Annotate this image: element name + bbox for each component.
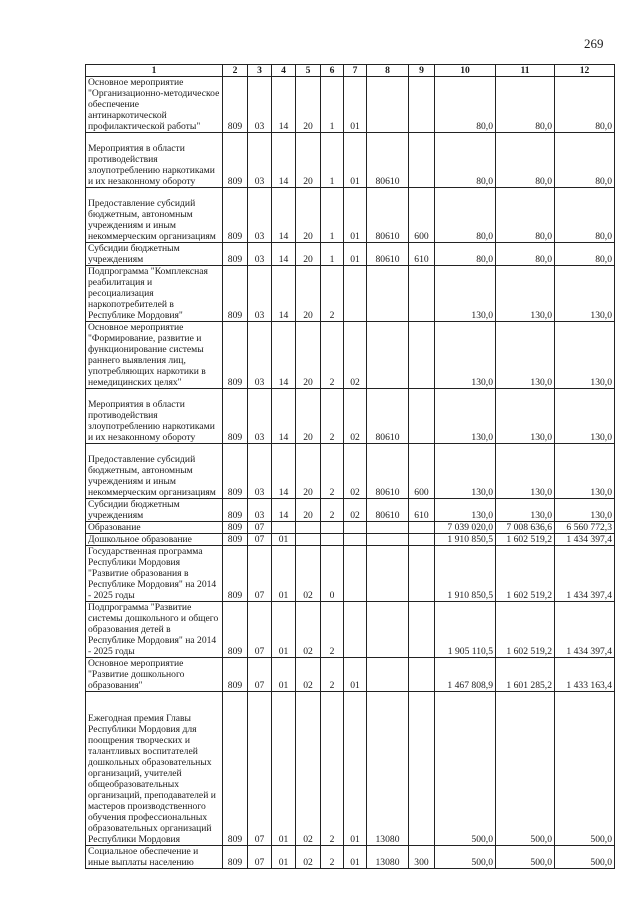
code-cell: 809: [223, 266, 248, 322]
table-row: [86, 546, 615, 602]
table-row: [86, 389, 615, 444]
code-cell: 03: [248, 322, 272, 389]
code-cell: 01: [272, 534, 296, 546]
code-cell: [409, 266, 435, 322]
amount-cell: 130,0: [435, 389, 496, 444]
code-cell: 02: [344, 322, 367, 389]
row-name: Субсидии бюджетным учреждениям: [86, 243, 223, 266]
code-cell: 07: [248, 846, 272, 869]
code-cell: 01: [272, 602, 296, 658]
code-cell: 809: [223, 243, 248, 266]
row-name: Предоставление субсидий бюджетным, автономным учреждениям и иным некоммерческим организациям: [86, 188, 223, 243]
code-cell: 01: [344, 692, 367, 846]
code-cell: [367, 602, 409, 658]
table-row: [86, 266, 615, 322]
row-name: Образование: [86, 522, 223, 534]
amount-cell: 1 905 110,5: [435, 602, 496, 658]
amount-cell: 80,0: [496, 188, 555, 243]
amount-cell: 500,0: [496, 692, 555, 846]
code-cell: 14: [272, 77, 296, 133]
code-cell: 809: [223, 188, 248, 243]
code-cell: 809: [223, 692, 248, 846]
code-cell: 20: [296, 77, 321, 133]
amount-cell: 130,0: [435, 322, 496, 389]
code-cell: 600: [409, 444, 435, 499]
code-cell: [344, 534, 367, 546]
code-cell: 02: [296, 692, 321, 846]
code-cell: 14: [272, 444, 296, 499]
code-cell: 1: [321, 133, 344, 188]
code-cell: [344, 266, 367, 322]
amount-cell: 80,0: [496, 243, 555, 266]
code-cell: [296, 522, 321, 534]
code-cell: 01: [272, 846, 296, 869]
amount-cell: 130,0: [496, 444, 555, 499]
code-cell: [409, 546, 435, 602]
code-cell: 14: [272, 133, 296, 188]
code-cell: [409, 322, 435, 389]
amount-cell: 1 602 519,2: [496, 546, 555, 602]
code-cell: 03: [248, 77, 272, 133]
code-cell: 80610: [367, 444, 409, 499]
table-row: [86, 658, 615, 692]
amount-cell: 80,0: [435, 133, 496, 188]
code-cell: [409, 534, 435, 546]
code-cell: [344, 546, 367, 602]
amount-cell: 500,0: [555, 846, 615, 869]
code-cell: [409, 602, 435, 658]
code-cell: 01: [272, 546, 296, 602]
amount-cell: 500,0: [435, 692, 496, 846]
row-name: Основное мероприятие "Организационно-методическое обеспечение антинаркотической профилактической работы": [86, 77, 223, 133]
code-cell: [321, 522, 344, 534]
code-cell: 03: [248, 444, 272, 499]
code-cell: 01: [344, 658, 367, 692]
code-cell: 610: [409, 499, 435, 522]
code-cell: [344, 602, 367, 658]
code-cell: 809: [223, 658, 248, 692]
header-cell: 12: [555, 65, 615, 77]
row-name: Подпрограмма "Развитие системы дошкольного и общего образования детей в Республике Мордовия" на 2014 - 2025 годы: [86, 602, 223, 658]
code-cell: 07: [248, 602, 272, 658]
code-cell: 20: [296, 243, 321, 266]
code-cell: 300: [409, 846, 435, 869]
amount-cell: 80,0: [555, 243, 615, 266]
amount-cell: 1 467 808,9: [435, 658, 496, 692]
amount-cell: 6 560 772,3: [555, 522, 615, 534]
code-cell: 13080: [367, 846, 409, 869]
header-cell: 8: [367, 65, 409, 77]
code-cell: 809: [223, 322, 248, 389]
code-cell: [296, 534, 321, 546]
amount-cell: 7 039 020,0: [435, 522, 496, 534]
code-cell: 80610: [367, 133, 409, 188]
code-cell: 20: [296, 444, 321, 499]
code-cell: 01: [344, 133, 367, 188]
code-cell: 809: [223, 546, 248, 602]
amount-cell: 80,0: [555, 133, 615, 188]
code-cell: 01: [344, 846, 367, 869]
table-row: [86, 602, 615, 658]
row-name: Социальное обеспечение и иные выплаты населению: [86, 846, 223, 869]
code-cell: 809: [223, 499, 248, 522]
amount-cell: 80,0: [435, 77, 496, 133]
code-cell: 600: [409, 188, 435, 243]
table-row: [86, 846, 615, 869]
code-cell: 02: [344, 389, 367, 444]
amount-cell: 1 601 285,2: [496, 658, 555, 692]
code-cell: 02: [296, 602, 321, 658]
code-cell: 07: [248, 534, 272, 546]
header-cell: 5: [296, 65, 321, 77]
code-cell: 20: [296, 266, 321, 322]
code-cell: [367, 322, 409, 389]
code-cell: 01: [272, 692, 296, 846]
code-cell: 03: [248, 266, 272, 322]
code-cell: 809: [223, 444, 248, 499]
code-cell: 2: [321, 322, 344, 389]
code-cell: 01: [344, 77, 367, 133]
code-cell: 03: [248, 243, 272, 266]
amount-cell: 1 910 850,5: [435, 546, 496, 602]
code-cell: 809: [223, 389, 248, 444]
code-cell: 01: [344, 243, 367, 266]
code-cell: 809: [223, 77, 248, 133]
table-body: [86, 77, 615, 869]
code-cell: [367, 522, 409, 534]
amount-cell: 130,0: [555, 444, 615, 499]
amount-cell: 130,0: [496, 499, 555, 522]
code-cell: 80610: [367, 243, 409, 266]
code-cell: 1: [321, 77, 344, 133]
code-cell: 02: [296, 658, 321, 692]
table-row: [86, 133, 615, 188]
code-cell: 14: [272, 188, 296, 243]
row-name: Основное мероприятие "Формирование, развитие и функционирование системы раннего выявления лиц, употребляющих наркотики в немедицинских целях": [86, 322, 223, 389]
row-name: Подпрограмма "Комплексная реабилитация и ресоциализация наркопотребителей в Республике Мордовия": [86, 266, 223, 322]
code-cell: [409, 133, 435, 188]
code-cell: 80610: [367, 188, 409, 243]
header-cell: 2: [223, 65, 248, 77]
code-cell: 07: [248, 522, 272, 534]
code-cell: 01: [272, 658, 296, 692]
code-cell: 2: [321, 602, 344, 658]
code-cell: 2: [321, 692, 344, 846]
amount-cell: 130,0: [555, 499, 615, 522]
code-cell: 03: [248, 188, 272, 243]
header-cell: 4: [272, 65, 296, 77]
table-row: [86, 499, 615, 522]
code-cell: 02: [296, 546, 321, 602]
row-name: Субсидии бюджетным учреждениям: [86, 499, 223, 522]
amount-cell: 500,0: [496, 846, 555, 869]
code-cell: 809: [223, 534, 248, 546]
header-cell: 1: [86, 65, 223, 77]
row-name: Мероприятия в области противодействия злоупотреблению наркотиками и их незаконному обороту: [86, 133, 223, 188]
code-cell: [409, 658, 435, 692]
code-cell: 2: [321, 266, 344, 322]
code-cell: 809: [223, 133, 248, 188]
amount-cell: 130,0: [496, 389, 555, 444]
amount-cell: 1 910 850,5: [435, 534, 496, 546]
amount-cell: 500,0: [435, 846, 496, 869]
amount-cell: 500,0: [555, 692, 615, 846]
amount-cell: 80,0: [555, 188, 615, 243]
code-cell: 0: [321, 546, 344, 602]
table-row: [86, 692, 615, 846]
page-number: 269: [584, 36, 604, 51]
table-row: [86, 522, 615, 534]
code-cell: 80610: [367, 499, 409, 522]
table-row: [86, 444, 615, 499]
code-cell: 809: [223, 522, 248, 534]
code-cell: 02: [296, 846, 321, 869]
code-cell: [367, 534, 409, 546]
code-cell: [321, 534, 344, 546]
code-cell: 14: [272, 499, 296, 522]
header-cell: 3: [248, 65, 272, 77]
code-cell: [272, 522, 296, 534]
code-cell: 2: [321, 389, 344, 444]
amount-cell: 130,0: [555, 266, 615, 322]
table-row: [86, 77, 615, 133]
header-cell: 9: [409, 65, 435, 77]
amount-cell: 130,0: [435, 499, 496, 522]
code-cell: 07: [248, 658, 272, 692]
amount-cell: 130,0: [496, 322, 555, 389]
code-cell: 13080: [367, 692, 409, 846]
header-cell: 10: [435, 65, 496, 77]
code-cell: 02: [344, 499, 367, 522]
code-cell: 20: [296, 389, 321, 444]
row-name: Ежегодная премия Главы Республики Мордовия для поощрения творческих и талантливых воспитателей дошкольных образовательных организаций, учителей общеобразовательных организаций, преподавателей и мастеров производственного обучения профессиональных образовательных организаций Республики Мордовия: [86, 692, 223, 846]
code-cell: 20: [296, 188, 321, 243]
code-cell: 03: [248, 499, 272, 522]
code-cell: 1: [321, 243, 344, 266]
amount-cell: 1 434 397,4: [555, 602, 615, 658]
code-cell: [367, 77, 409, 133]
amount-cell: 130,0: [555, 322, 615, 389]
code-cell: 2: [321, 444, 344, 499]
amount-cell: 1 602 519,2: [496, 534, 555, 546]
code-cell: 02: [344, 444, 367, 499]
code-cell: [409, 77, 435, 133]
table-header-row: [86, 65, 615, 77]
amount-cell: 1 434 397,4: [555, 546, 615, 602]
code-cell: 809: [223, 602, 248, 658]
header-cell: 7: [344, 65, 367, 77]
table-row: [86, 322, 615, 389]
code-cell: 20: [296, 133, 321, 188]
row-name: Основное мероприятие "Развитие дошкольного образования": [86, 658, 223, 692]
amount-cell: 1 433 163,4: [555, 658, 615, 692]
code-cell: 14: [272, 243, 296, 266]
row-name: Государственная программа Республики Мордовия "Развитие образования в Республике Мордовия" на 2014 - 2025 годы: [86, 546, 223, 602]
code-cell: 20: [296, 322, 321, 389]
code-cell: 14: [272, 389, 296, 444]
row-name: Мероприятия в области противодействия злоупотреблению наркотиками и их незаконному обороту: [86, 389, 223, 444]
amount-cell: 130,0: [496, 266, 555, 322]
code-cell: [409, 389, 435, 444]
table-row: [86, 243, 615, 266]
amount-cell: 80,0: [435, 188, 496, 243]
code-cell: 07: [248, 692, 272, 846]
table-row: [86, 188, 615, 243]
code-cell: 03: [248, 133, 272, 188]
amount-cell: 80,0: [496, 133, 555, 188]
row-name: Предоставление субсидий бюджетным, автономным учреждениям и иным некоммерческим организациям: [86, 444, 223, 499]
amount-cell: 80,0: [555, 77, 615, 133]
amount-cell: 7 008 636,6: [496, 522, 555, 534]
code-cell: [409, 522, 435, 534]
amount-cell: 80,0: [435, 243, 496, 266]
code-cell: [367, 266, 409, 322]
code-cell: 2: [321, 658, 344, 692]
code-cell: [344, 522, 367, 534]
header-cell: 6: [321, 65, 344, 77]
code-cell: 2: [321, 499, 344, 522]
budget-table: [85, 64, 615, 869]
amount-cell: 130,0: [555, 389, 615, 444]
amount-cell: 1 602 519,2: [496, 602, 555, 658]
code-cell: 01: [344, 188, 367, 243]
amount-cell: 80,0: [496, 77, 555, 133]
code-cell: 809: [223, 846, 248, 869]
amount-cell: 1 434 397,4: [555, 534, 615, 546]
header-cell: 11: [496, 65, 555, 77]
code-cell: 07: [248, 546, 272, 602]
code-cell: 610: [409, 243, 435, 266]
code-cell: [409, 692, 435, 846]
code-cell: 2: [321, 846, 344, 869]
code-cell: [367, 546, 409, 602]
table-row: [86, 534, 615, 546]
code-cell: 14: [272, 266, 296, 322]
code-cell: 03: [248, 389, 272, 444]
code-cell: 1: [321, 188, 344, 243]
row-name: Дошкольное образование: [86, 534, 223, 546]
code-cell: 20: [296, 499, 321, 522]
code-cell: 80610: [367, 389, 409, 444]
amount-cell: 130,0: [435, 444, 496, 499]
code-cell: 14: [272, 322, 296, 389]
amount-cell: 130,0: [435, 266, 496, 322]
code-cell: [367, 658, 409, 692]
